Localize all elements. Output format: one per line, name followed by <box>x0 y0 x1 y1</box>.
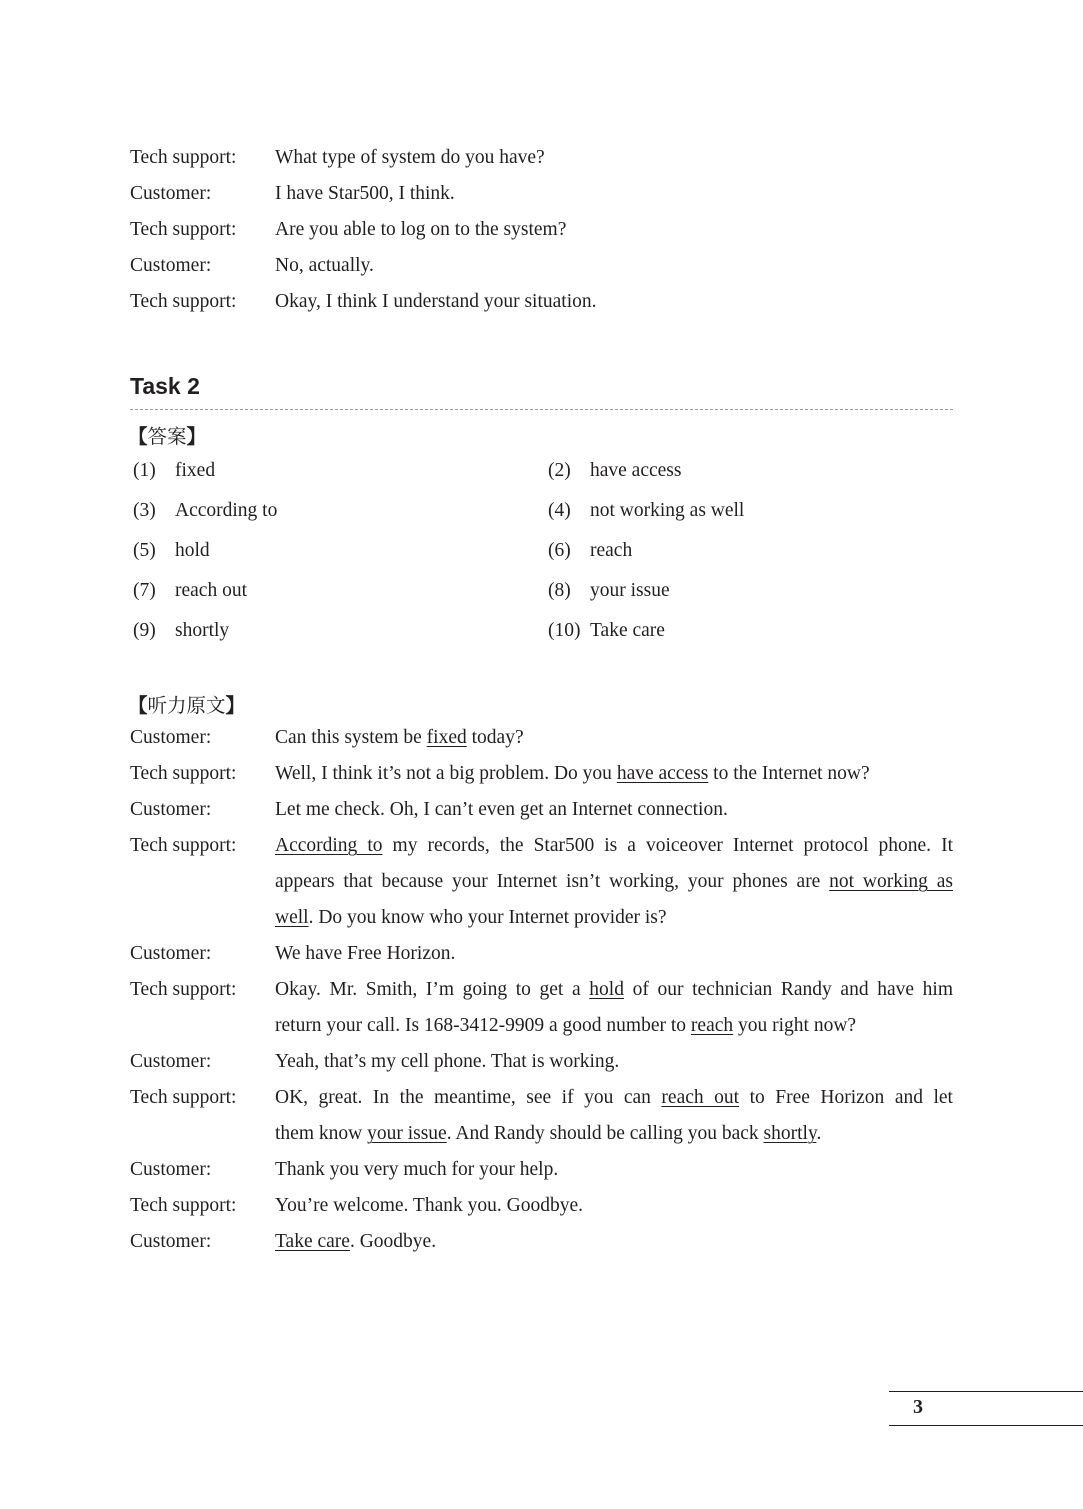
blank-answer: not working as <box>829 871 953 892</box>
script-line <box>130 1152 953 1188</box>
answer-text: reach <box>590 540 633 561</box>
blank-answer: According to <box>275 835 383 856</box>
dialogue-line <box>130 248 953 284</box>
speaker-label: Customer: <box>130 1051 212 1072</box>
script-text: According to my records, the Star500 is a voiceover Internet protocol phone. It <box>275 835 953 856</box>
answer-text: fixed <box>175 460 216 481</box>
dialogue-line <box>130 140 953 176</box>
dialogue-text: I have Star500, I think. <box>275 183 455 204</box>
blank-answer: well <box>275 907 309 928</box>
speaker-label: Customer: <box>130 1159 212 1180</box>
script-line <box>130 972 953 1008</box>
script-text: Can this system be fixed today? <box>275 727 524 748</box>
blank-answer: reach <box>690 1015 734 1036</box>
answer-text: reach out <box>175 580 248 601</box>
answer-key-text: 答案 <box>147 425 187 448</box>
answer-text: hold <box>175 540 210 561</box>
answer-number: (6) <box>548 540 571 561</box>
answer-number: (1) <box>133 460 156 481</box>
answer-text: shortly <box>175 620 230 641</box>
speaker-label: Customer: <box>130 255 212 276</box>
script-text: Let me check. Oh, I can’t even get an Internet connection. <box>275 799 728 820</box>
answer-key-label <box>128 421 206 449</box>
dialogue-text: Are you able to log on to the system? <box>275 219 567 240</box>
task-title: Task 2 <box>130 373 200 399</box>
script-continuation: return your call. Is 168-3412-9909 a good number to reach you right now? <box>275 1015 857 1036</box>
page-number-rule-bottom <box>889 1425 1083 1426</box>
blank-answer: shortly <box>763 1123 817 1144</box>
answer-text: not working as well <box>590 500 745 521</box>
page-number-rule-top <box>889 1391 1083 1392</box>
bracket-open: 【 <box>128 694 148 717</box>
page-number: 3 <box>913 1396 923 1418</box>
script-text: We have Free Horizon. <box>275 943 456 964</box>
dialogue-text: Okay, I think I understand your situation. <box>275 291 597 312</box>
answer-number: (4) <box>548 500 571 521</box>
script-line <box>130 936 953 972</box>
dialogue-line <box>130 212 953 248</box>
script-line <box>130 720 953 756</box>
speaker-label: Customer: <box>130 1231 212 1252</box>
script-text: Yeah, that’s my cell phone. That is working. <box>275 1051 620 1072</box>
answer-text: have access <box>590 460 682 481</box>
dialogue-text: What type of system do you have? <box>275 147 545 168</box>
dialogue-line <box>130 176 953 212</box>
bracket-close: 】 <box>225 694 246 717</box>
answer-number: (3) <box>133 500 156 521</box>
speaker-label: Tech support: <box>130 763 237 784</box>
script-line <box>130 828 953 864</box>
script-line <box>130 756 953 792</box>
answer-number: (7) <box>133 580 156 601</box>
answer-number: (10) <box>548 620 581 641</box>
listening-script-label <box>128 690 245 718</box>
script-text: Well, I think it’s not a big problem. Do you have access to the Internet now? <box>275 763 870 784</box>
listening-script-text: 听力原文 <box>147 694 226 717</box>
answer-number: (8) <box>548 580 571 601</box>
answer-number: (2) <box>548 460 571 481</box>
blank-answer: reach out <box>661 1087 740 1108</box>
script-line <box>130 792 953 828</box>
speaker-label: Tech support: <box>130 835 237 856</box>
speaker-label: Customer: <box>130 183 212 204</box>
speaker-label: Customer: <box>130 943 212 964</box>
speaker-label: Tech support: <box>130 147 237 168</box>
script-text: You’re welcome. Thank you. Goodbye. <box>275 1195 583 1216</box>
blank-answer: hold <box>589 979 624 1000</box>
answer-text: Take care <box>590 620 665 641</box>
script-line <box>130 1044 953 1080</box>
speaker-label: Customer: <box>130 799 212 820</box>
dialogue-text: No, actually. <box>275 255 374 276</box>
speaker-label: Tech support: <box>130 1195 237 1216</box>
script-line <box>130 1080 953 1116</box>
answer-number: (9) <box>133 620 156 641</box>
speaker-label: Customer: <box>130 727 212 748</box>
blank-answer: have access <box>616 763 709 784</box>
answer-number: (5) <box>133 540 156 561</box>
script-text: Okay. Mr. Smith, I’m going to get a hold of our technician Randy and have him <box>275 979 953 1000</box>
speaker-label: Tech support: <box>130 291 237 312</box>
script-text: Thank you very much for your help. <box>275 1159 559 1180</box>
script-continuation: well. Do you know who your Internet provider is? <box>275 907 667 928</box>
blank-answer: fixed <box>426 727 467 748</box>
script-continuation: appears that because your Internet isn’t working, your phones are not working as <box>275 871 953 892</box>
blank-answer: your issue <box>367 1123 447 1144</box>
answer-text: According to <box>175 500 278 521</box>
script-text: OK, great. In the meantime, see if you can reach out to Free Horizon and let <box>275 1087 953 1108</box>
script-line <box>130 1224 953 1260</box>
script-line <box>130 1188 953 1224</box>
speaker-label: Tech support: <box>130 979 237 1000</box>
bracket-open: 【 <box>128 425 148 448</box>
speaker-label: Tech support: <box>130 1087 237 1108</box>
dialogue-line <box>130 284 953 320</box>
dashed-divider <box>130 409 953 410</box>
answer-text: your issue <box>590 580 670 601</box>
script-text: Take care. Goodbye. <box>275 1231 437 1252</box>
blank-answer: Take care <box>275 1231 350 1252</box>
bracket-close: 】 <box>186 425 207 448</box>
script-continuation: them know your issue. And Randy should be calling you back shortly. <box>275 1123 822 1144</box>
speaker-label: Tech support: <box>130 219 237 240</box>
